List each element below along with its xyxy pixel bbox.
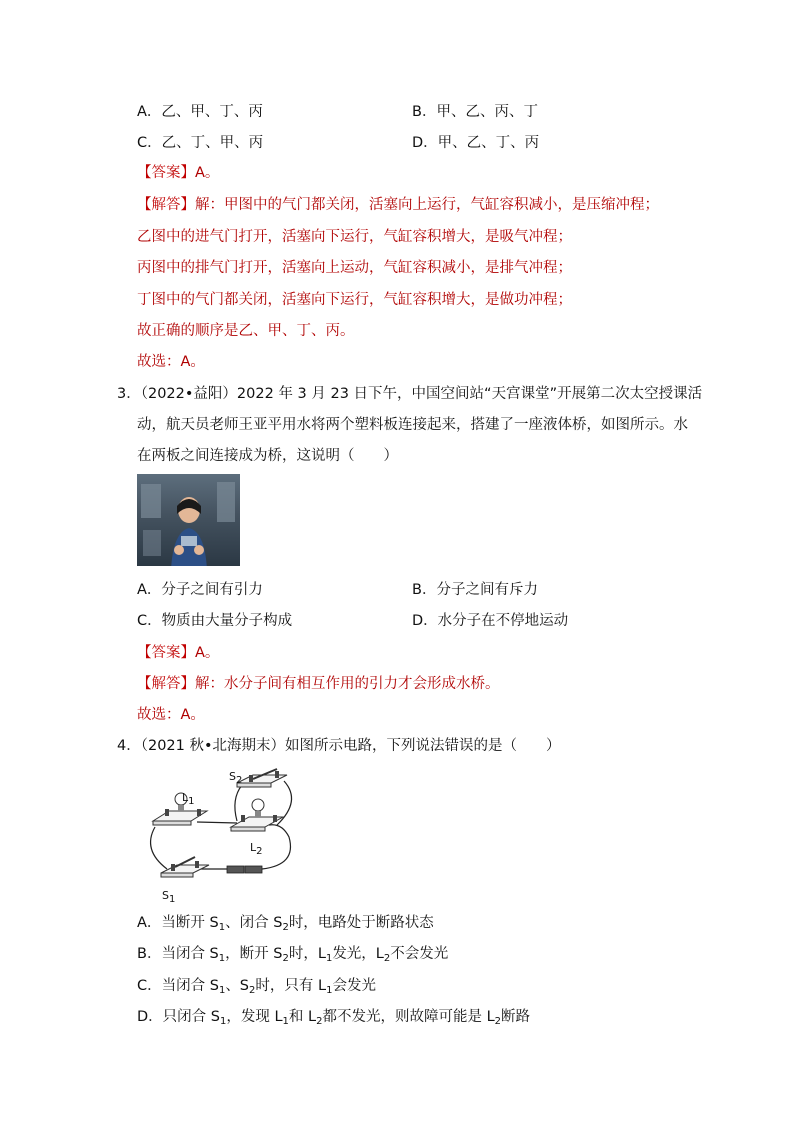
q2-conclusion: 故选：A。	[137, 354, 205, 370]
q3-stem-line-1: 3．（2022•益阳）2022 年 3 月 23 日下午，中国空间站“天宫课堂”开展第二次太空授课活	[117, 386, 703, 402]
answer-tag: 【答案】	[137, 645, 195, 661]
q2-solution-line-5: 故正确的顺序是乙、甲、丁、丙。	[137, 323, 355, 339]
q3-conclusion: 故选：A。	[137, 707, 205, 723]
label-l2: $L_2$	[250, 841, 263, 857]
q2-answer	[137, 163, 219, 183]
q4-option-a: A．当断开 $S_1$、闭合 $S_2$时，电路处于断路状态	[137, 915, 434, 933]
q4-stem: 4．（2021 秋•北海期末）如图所示电路，下列说法错误的是（ ）	[117, 738, 561, 754]
astronaut-figure	[169, 492, 209, 566]
space-station-photo	[137, 474, 240, 566]
q3-option-c: C．物质由大量分子构成	[137, 613, 293, 629]
q2-option-b: B．甲、乙、丙、丁	[412, 104, 538, 120]
q2-option-c: C．乙、丁、甲、丙	[137, 135, 264, 151]
q3-stem-line-3: 在两板之间连接成为桥，这说明（ ）	[137, 448, 398, 464]
q4-option-c: C．当闭合 $S_1$、$S_2$时，只有 $L_1$会发光	[137, 978, 376, 996]
q3-solution: 【解答】解：水分子间有相互作用的引力才会形成水桥。	[137, 676, 500, 692]
answer-text: A。	[195, 645, 220, 661]
q2-solution-line-3: 丙图中的排气门打开，活塞向上运动，气缸容积减小，是排气冲程；	[137, 260, 572, 276]
answer-text: A。	[195, 165, 220, 181]
q2-option-a: A．乙、甲、丁、丙	[137, 104, 263, 120]
q3-answer	[137, 643, 219, 663]
answer-tag: 【答案】	[137, 165, 195, 181]
q2-option-d: D．甲、乙、丁、丙	[412, 135, 540, 151]
q3-option-d: D．水分子在不停地运动	[412, 613, 569, 629]
q2-solution-line-2: 乙图中的进气门打开，活塞向下运行，气缸容积增大，是吸气冲程；	[137, 229, 572, 245]
q4-option-d: D．只闭合 $S_1$，发现 $L_1$和 $L_2$都不发光，则故障可能是 $L_2$断路	[137, 1009, 531, 1027]
label-s1: $S_1$	[162, 889, 176, 905]
circuit-diagram	[137, 765, 307, 880]
q4-option-b: B．当闭合 $S_1$，断开 $S_2$时，$L_1$发光，$L_2$不会发光	[137, 946, 449, 964]
label-s2: $S_2$	[229, 770, 243, 786]
q2-solution-line-4: 丁图中的气门都关闭，活塞向下运行，气缸容积增大，是做功冲程；	[137, 292, 572, 308]
q2-solution-line-1: 【解答】解：甲图中的气门都关闭，活塞向上运行，气缸容积减小，是压缩冲程；	[137, 197, 659, 213]
q3-option-a: A．分子之间有引力	[137, 582, 263, 598]
label-l1: $L_1$	[182, 791, 195, 807]
q3-option-b: B．分子之间有斥力	[412, 582, 538, 598]
solution-tag: 【解答】	[137, 676, 195, 692]
solution-tag: 【解答】	[137, 197, 195, 213]
q3-stem-line-2: 动，航天员老师王亚平用水将两个塑料板连接起来，搭建了一座液体桥，如图所示。水	[137, 417, 688, 433]
